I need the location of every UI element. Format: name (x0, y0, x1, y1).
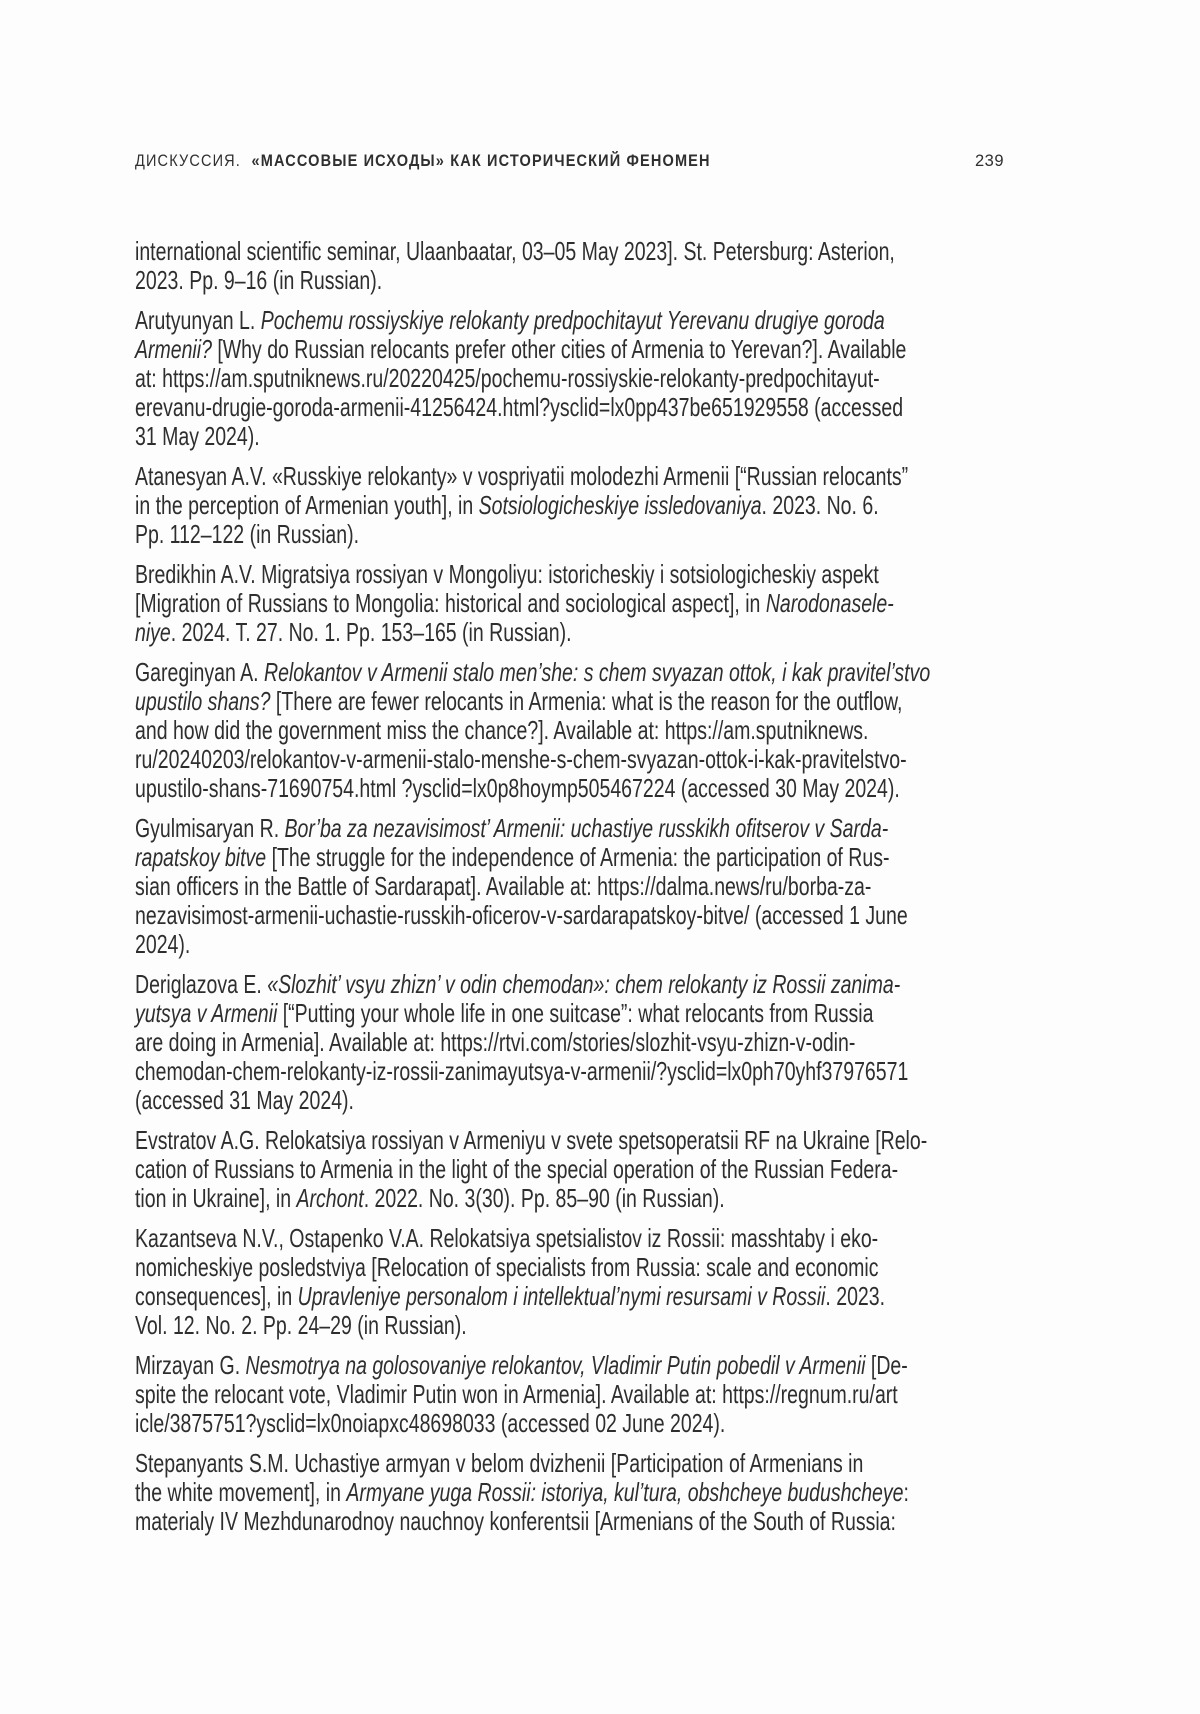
page-number: 239 (975, 152, 1005, 170)
reference-entry (135, 560, 1028, 647)
reference-title-italic: Sotsiologicheskiye issledovaniya (478, 490, 762, 520)
reference-text: Arutyunyan L. (135, 305, 261, 335)
reference-entry (135, 970, 1028, 1115)
reference-title-italic: Archont (296, 1183, 364, 1213)
reference-entry (135, 237, 1028, 295)
reference-title-italic: Relokantov v Armenii stalo men’she: s chem svyazan ottok, i kak pravitel’stvo upustilo shans? (135, 657, 931, 716)
reference-text: [The struggle for the independence of Armenia: the participation of Rus- sian officers in the Battle of Sardarapat]. Available at: https://dalma.news/ru/borba-za- nezavisimost-armenii-uchastie-russkih-oficerov-v-sardarapatskoy-bitve/ (accessed 1 June 2024). (135, 842, 908, 959)
reference-entry (135, 462, 1028, 549)
reference-title-italic: «Slozhit’ vsyu zhizn’ v odin chemodan»: chem relokanty iz Rossii zanima- yutsya v Armenii (135, 969, 901, 1028)
references-list (135, 237, 1028, 1547)
reference-text: Evstratov A.G. Relokatsiya rossiyan v Armeniyu v svete spetsoperatsii RF na Ukraine [Relo- cation of Russians to Armenia in the light of the special operation of the Russian Federa- tion in Ukraine], in (135, 1125, 928, 1213)
reference-entry (135, 658, 1028, 803)
reference-text: Gareginyan A. (135, 657, 264, 687)
reference-text: Stepanyants S.M. Uchastiye armyan v belom dvizhenii [Participation of Armenians in the white movement], in (135, 1448, 864, 1507)
reference-text: . 2023. Vol. 12. No. 2. Pp. 24–29 (in Russian). (135, 1281, 886, 1340)
reference-text: . 2022. No. 3(30). Pp. 85–90 (in Russian). (363, 1183, 725, 1213)
reference-text: international scientific seminar, Ulaanbaatar, 03–05 May 2023]. St. Petersburg: Asterion, 2023. Pp. 9–16 (in Russian). (135, 236, 895, 295)
reference-entry (135, 1126, 1028, 1213)
reference-text: Mirzayan G. (135, 1350, 246, 1380)
reference-entry (135, 1224, 1028, 1340)
reference-title-italic: Narodonasele- niye (135, 588, 894, 647)
reference-entry (135, 1449, 1028, 1536)
reference-title-italic: Armyane yuga Rossii: istoriya, kul’tura, obshcheye budushcheye (346, 1477, 904, 1507)
reference-text: . 2023. No. 6. Pp. 112–122 (in Russian). (135, 490, 879, 549)
reference-title-italic: Pochemu rossiyskiye relokanty predpochitayut Yerevanu drugiye goroda Armenii? (135, 305, 885, 364)
reference-title-italic: Upravleniye personalom i intellektual’nymi resursami v Rossii (297, 1281, 826, 1311)
reference-text: Deriglazova E. (135, 969, 268, 999)
running-head (135, 152, 711, 171)
reference-entry (135, 306, 1028, 451)
reference-text: [“Putting your whole life in one suitcase”: what relocants from Russia are doing in Armenia]. Available at: https://rtvi.com/stories/slozhit-vsyu-zhizn-v-odin- chemodan-chem-relokanty-iz-rossii-zanimayutsya-v-armenii/?ysclid=lx0ph70yhf37976571 (accessed 31 May 2024). (135, 998, 909, 1115)
reference-text: : materialy IV Mezhdunarodnoy nauchnoy konferentsii [Armenians of the South of Russia: (135, 1477, 909, 1536)
reference-text: Gyulmisaryan R. (135, 813, 285, 843)
reference-text: [De- spite the relocant vote, Vladimir Putin won in Armenia]. Available at: https://regnum.ru/art icle/3875751?ysclid=lx0noiapxc48698033 (accessed 02 June 2024). (135, 1350, 908, 1438)
reference-text: Bredikhin A.V. Migratsiya rossiyan v Mongoliyu: istoricheskiy i sotsiologicheskiy aspekt [Migration of Russians to Mongolia: historical and sociological aspect], in (135, 559, 879, 618)
reference-text: Atanesyan A.V. «Russkiye relokanty» v vospriyatii molodezhi Armenii [“Russian relocants” in the perception of Armenian youth], in (135, 461, 909, 520)
reference-text: [Why do Russian relocants prefer other cities of Armenia to Yerevan?]. Available at: https://am.sputniknews.ru/20220425/pochemu-rossiyskie-relokanty-predpochitayut- erevanu-drugie-goroda-armenii-41256424.html?ysclid=lx0pp437be651929558 (accessed 31 May 2024). (135, 334, 907, 451)
reference-title-italic: Bor’ba za nezavisimost’ Armenii: uchastiye russkikh ofitserov v Sarda- rapatskoy bitve (135, 813, 889, 872)
reference-title-italic: Nesmotrya na golosovaniye relokantov, Vladimir Putin pobedil v Armenii (245, 1350, 866, 1380)
page-title: «МАССОВЫЕ ИСХОДЫ» КАК ИСТОРИЧЕСКИЙ ФЕНОМЕН (251, 152, 711, 170)
reference-text: . 2024. T. 27. No. 1. Pp. 153–165 (in Russian). (170, 617, 572, 647)
section-label: ДИСКУССИЯ. (135, 152, 241, 170)
reference-text: [There are fewer relocants in Armenia: what is the reason for the outflow, and how did the government miss the chance?]. Available at: https://am.sputniknews. ru/20240203/relokantov-v-armenii-stalo-menshe-s-chem-svyazan-ottok-i-kak-pravitelstvo- upustilo-shans-71690754.html ?ysclid=lx0p8hoymp505467224 (accessed 30 May 2024). (135, 686, 907, 803)
reference-entry (135, 1351, 1028, 1438)
reference-entry (135, 814, 1028, 959)
reference-text: Kazantseva N.V., Ostapenko V.A. Relokatsiya spetsialistov iz Rossii: masshtaby i eko- nomicheskiye posledstviya [Relocation of specialists from Russia: scale and economic consequences], in (135, 1223, 879, 1311)
